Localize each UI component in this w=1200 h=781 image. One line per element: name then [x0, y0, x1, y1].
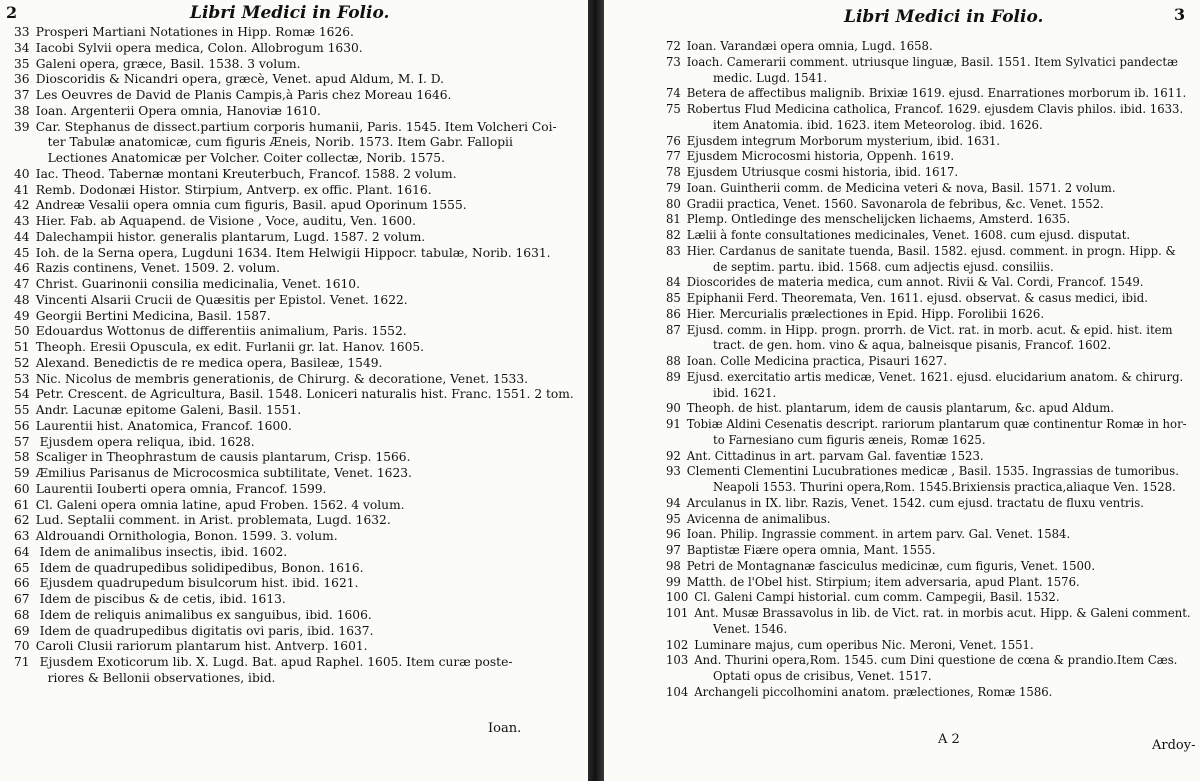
catalog-entry	[14, 418, 574, 434]
entry-text: Baptistæ Fiære opera omnia, Mant. 1555.	[686, 542, 936, 557]
entry-number: 89	[666, 368, 681, 384]
entry-text: Æmilius Parisanus de Microcosmica subtilitate, Venet. 1623.	[35, 465, 412, 480]
catalog-entry	[14, 197, 574, 213]
entry-number: 64	[14, 543, 30, 559]
entry-text: Matth. de l'Obel hist. Stirpium; item adversaria, apud Plant. 1576.	[686, 573, 1080, 589]
entry-text: Ioan. Colle Medicina practica, Pisauri 1627.	[686, 353, 947, 368]
entry-text: Caroli Clusii rariorum plantarum hist. Antverp. 1601.	[35, 638, 368, 654]
entry-number: 82	[666, 227, 681, 242]
catalog-entry-continuation	[666, 70, 1191, 86]
catalog-entry	[14, 575, 574, 591]
entry-number: 86	[666, 305, 681, 321]
catalog-entry	[14, 323, 574, 339]
catalog-entry	[14, 276, 574, 292]
entry-number: 58	[14, 449, 30, 465]
entry-text: Prosperi Martiani Notationes in Hipp. Romæ 1626.	[35, 24, 354, 39]
catalog-entry	[666, 133, 1191, 149]
book-gutter	[588, 0, 604, 781]
catalog-entry	[14, 166, 574, 182]
catchword: Ioan.	[488, 721, 522, 736]
catalog-entry	[14, 40, 574, 56]
catalog-entry	[666, 416, 1191, 432]
catalog-entry	[666, 574, 1191, 590]
entry-text: Ejusdem Microcosmi historia, Oppenh. 1619.	[686, 148, 955, 164]
entry-number: 51	[14, 339, 30, 354]
entry-text: Clementi Clementini Lucubrationes medicæ , Basil. 1535. Ingrassias de tumoribus.	[686, 463, 1179, 479]
catalog-entry-continuation	[666, 385, 1191, 401]
entry-text: Razis continens, Venet. 1509. 2. volum.	[35, 260, 280, 276]
entry-text: Georgii Bertini Medicina, Basil. 1587.	[35, 307, 271, 323]
entry-text: Lælii à fonte consultationes medicinales, Venet. 1608. cum ejusd. disputat.	[686, 227, 1131, 242]
entry-number: 60	[14, 480, 30, 496]
catalog-entry-continuation	[666, 668, 1191, 684]
entry-text: tract. de gen. hom. vino & aqua, balneisque pisanis, Francof. 1602.	[713, 337, 1112, 353]
entry-number: 75	[666, 101, 681, 116]
catalog-entry	[14, 449, 574, 465]
catalog-entry	[14, 56, 574, 72]
entry-number: 93	[666, 463, 681, 479]
entry-text: Idem de quadrupedibus digitatis ovi paris, ibid. 1637.	[35, 622, 374, 638]
entry-text: And. Thurini opera,Rom. 1545. cum Dini questione de cœna & prandio.Item Cæs.	[694, 652, 1178, 668]
entry-text: Ejusd. exercitatio artis medicæ, Venet. 1621. ejusd. elucidarium anatom. & chirurg.	[686, 368, 1184, 384]
catalog-entry	[666, 101, 1191, 117]
entry-text: Archangeli piccolhomini anatom. prælectiones, Romæ 1586.	[694, 683, 1053, 699]
catalog-entry	[666, 526, 1191, 542]
catalog-entry	[666, 495, 1191, 511]
entry-number: 79	[666, 179, 681, 195]
catalog-entry	[14, 402, 574, 418]
catalog-entry	[14, 434, 574, 450]
entry-number: 90	[666, 400, 681, 416]
entry-text: Cl. Galeni opera omnia latine, apud Froben. 1562. 4 volum.	[35, 496, 405, 512]
catalog-entry	[14, 591, 574, 607]
entry-text: Hier. Mercurialis prælectiones in Epid. Hipp. Forolibii 1626.	[686, 305, 1045, 321]
entry-text: Cl. Galeni Campi historial. cum comm. Campegii, Basil. 1532.	[694, 589, 1060, 605]
entry-number: 84	[666, 274, 681, 290]
entry-text: Hier. Fab. ab Aquapend. de Visione , Voce, auditu, Ven. 1600.	[35, 213, 416, 228]
catalog-entry	[666, 38, 1191, 54]
entry-list	[14, 24, 581, 686]
catalog-entry	[666, 290, 1191, 306]
entry-number: 70	[14, 638, 30, 654]
entry-number: 50	[14, 323, 30, 339]
entry-text: ibid. 1621.	[713, 384, 777, 400]
entry-number: 43	[14, 213, 30, 228]
entry-text: Ioan. Argenterii Opera omnia, Hanoviæ 1610.	[35, 102, 321, 118]
right-page	[604, 0, 1200, 781]
entry-number: 87	[666, 321, 681, 337]
catalog-entry	[14, 182, 574, 198]
entry-text: Optati opus de crisibus, Venet. 1517.	[713, 668, 932, 683]
entry-number: 72	[666, 38, 681, 53]
entry-text: Ioan. Varandæi opera omnia, Lugd. 1658.	[686, 38, 933, 53]
entry-number: 59	[14, 465, 30, 480]
catalog-entry	[14, 71, 574, 87]
entry-list	[666, 38, 1200, 700]
entry-number: 80	[666, 195, 681, 211]
catalog-entry	[666, 684, 1191, 700]
entry-number: 35	[14, 55, 30, 71]
catalog-entry	[666, 369, 1191, 385]
entry-number: 99	[666, 573, 681, 589]
entry-number: 62	[14, 512, 30, 528]
catalog-entry-continuation	[666, 479, 1191, 495]
entry-number: 77	[666, 148, 681, 164]
entry-text: medic. Lugd. 1541.	[713, 69, 828, 85]
entry-number: 69	[14, 622, 30, 638]
catalog-entry	[14, 229, 574, 245]
entry-text: Neapoli 1553. Thurini opera,Rom. 1545.Brixiensis practica,aliaque Ven. 1528.	[713, 479, 1176, 494]
catalog-entry	[14, 481, 574, 497]
catalog-entry	[666, 54, 1191, 70]
catalog-entry	[666, 511, 1191, 527]
entry-text: Theoph. Eresii Opuscula, ex edit. Furlanii gr. lat. Hanov. 1605.	[35, 339, 425, 354]
entry-number: 91	[666, 416, 681, 431]
entry-text: Scaliger in Theophrastum de causis plantarum, Crisp. 1566.	[35, 449, 411, 465]
entry-text: Luminare majus, cum operibus Nic. Meroni, Venet. 1551.	[694, 636, 1034, 652]
entry-text: Idem de piscibus & de cetis, ibid. 1613.	[35, 591, 286, 606]
catalog-entry	[14, 355, 574, 371]
entry-number: 83	[666, 242, 681, 258]
entry-number: 95	[666, 510, 681, 526]
catalog-entry	[666, 652, 1191, 668]
catalog-entry-continuation	[666, 259, 1191, 275]
entry-number: 34	[14, 39, 30, 55]
signature-mark: A 2	[938, 732, 960, 747]
catalog-entry	[14, 339, 574, 355]
catalog-entry	[14, 544, 574, 560]
entry-number: 38	[14, 102, 30, 118]
running-header: Libri Medici in Folio.	[190, 3, 390, 23]
entry-number: 100	[666, 589, 689, 605]
catalog-entry	[14, 528, 574, 544]
entry-number: 101	[666, 605, 689, 620]
catalog-entry	[14, 607, 574, 623]
entry-text: Iac. Theod. Tabernæ montani Kreuterbuch, Francof. 1588. 2 volum.	[35, 165, 457, 181]
entry-number: 56	[14, 417, 30, 433]
entry-number: 44	[14, 228, 30, 244]
entry-number: 61	[14, 496, 30, 512]
catalog-entry	[14, 638, 574, 654]
entry-text: Ioan. Guintherii comm. de Medicina veteri & nova, Basil. 1571. 2 volum.	[686, 179, 1116, 195]
entry-number: 33	[14, 24, 30, 39]
entry-text: Betera de affectibus malignib. Brixiæ 1619. ejusd. Enarrationes morborum ib. 1611.	[686, 85, 1187, 101]
entry-number: 49	[14, 307, 30, 323]
entry-number: 71	[14, 654, 30, 669]
entry-number: 42	[14, 197, 30, 213]
catalog-entry	[14, 512, 574, 528]
catalog-entry	[14, 560, 574, 576]
entry-text: Laurentii hist. Anatomica, Francof. 1600.	[35, 417, 292, 433]
entry-text: Venet. 1546.	[713, 620, 788, 636]
entry-text: Remb. Dodonæi Histor. Stirpium, Antverp. ex offic. Plant. 1616.	[35, 181, 432, 197]
entry-number: 68	[14, 606, 30, 622]
entry-number: 81	[666, 211, 681, 227]
catalog-entry	[666, 542, 1191, 558]
entry-number: 73	[666, 53, 681, 69]
catalog-entry	[666, 180, 1191, 196]
catalog-entry	[14, 103, 574, 119]
catalog-entry	[14, 465, 574, 481]
entry-text: Ioach. Camerarii comment. utriusque linguæ, Basil. 1551. Item Sylvatici pandectæ	[686, 53, 1178, 69]
catalog-entry	[14, 654, 574, 670]
entry-text: Aldrouandi Ornithologia, Bonon. 1599. 3. volum.	[35, 528, 338, 543]
catalog-entry	[666, 463, 1191, 479]
entry-text: Idem de animalibus insectis, ibid. 1602.	[35, 543, 288, 559]
catalog-entry	[14, 308, 574, 324]
catalog-entry	[666, 227, 1191, 243]
entry-number: 74	[666, 85, 681, 101]
entry-number: 53	[14, 370, 30, 386]
entry-text: Lud. Septalii comment. in Arist. problemata, Lugd. 1632.	[35, 512, 391, 528]
entry-text: Ejusdem quadrupedum bisulcorum hist. ibid. 1621.	[35, 575, 359, 591]
entry-text: Edouardus Wottonus de differentiis animalium, Paris. 1552.	[35, 323, 407, 339]
entry-text: Ejusdem Utriusque cosmi historia, ibid. 1617.	[686, 164, 959, 179]
entry-text: Dioscoridis & Nicandri opera, græcè, Venet. apud Aldum, M. I. D.	[35, 71, 445, 87]
catalog-entry	[666, 448, 1191, 464]
catalog-entry	[666, 322, 1191, 338]
entry-number: 65	[14, 559, 30, 575]
entry-number: 76	[666, 132, 681, 148]
catalog-entry	[666, 274, 1191, 290]
catalog-entry	[14, 623, 574, 639]
catalog-entry	[666, 85, 1191, 101]
entry-text: Hier. Cardanus de sanitate tuenda, Basil. 1582. ejusd. comment. in progn. Hipp. &	[686, 242, 1176, 258]
catalog-entry	[14, 497, 574, 513]
entry-number: 66	[14, 575, 30, 591]
entry-number: 98	[666, 557, 681, 573]
entry-number: 63	[14, 528, 30, 543]
entry-number: 104	[666, 683, 689, 699]
entry-number: 45	[14, 244, 30, 260]
entry-text: Galeni opera, græce, Basil. 1538. 3 volum.	[35, 55, 301, 71]
entry-text: Idem de reliquis animalibus ex sanguibus, ibid. 1606.	[35, 606, 372, 622]
entry-number: 54	[14, 386, 30, 402]
entry-text: Ioh. de la Serna opera, Lugduni 1634. Item Helwigii Hippocr. tabulæ, Norib. 1631.	[35, 244, 551, 260]
entry-number: 52	[14, 354, 30, 370]
catalog-entry	[14, 24, 574, 40]
running-header: Libri Medici in Folio.	[844, 7, 1044, 27]
entry-text: Petr. Crescent. de Agricultura, Basil. 1548. Loniceri naturalis hist. Franc. 1551. 2 tom.	[35, 386, 574, 402]
catchword: Ardoy-	[1152, 738, 1196, 753]
entry-text: Epiphanii Ferd. Theoremata, Ven. 1611. ejusd. observat. & casus medici, ibid.	[686, 290, 1148, 305]
catalog-entry	[666, 164, 1191, 180]
entry-text: Ejusdem opera reliqua, ibid. 1628.	[35, 433, 255, 449]
catalog-entry-continuation	[14, 134, 574, 150]
entry-number: 40	[14, 165, 30, 181]
catalog-entry	[14, 292, 574, 308]
entry-number: 88	[666, 353, 681, 368]
entry-number: 103	[666, 652, 689, 668]
entry-text: Ejusdem Exoticorum lib. X. Lugd. Bat. apud Raphel. 1605. Item curæ poste-	[35, 654, 513, 669]
entry-number: 102	[666, 636, 689, 652]
catalog-entry	[14, 213, 574, 229]
page-number: 2	[6, 3, 18, 22]
catalog-entry-continuation	[14, 150, 574, 166]
catalog-entry	[666, 589, 1191, 605]
entry-text: Gradii practica, Venet. 1560. Savonarola de febribus, &c. Venet. 1552.	[686, 195, 1104, 211]
catalog-entry-continuation	[666, 621, 1191, 637]
entry-number: 48	[14, 291, 30, 307]
entry-text: Alexand. Benedictis de re medica opera, Basileæ, 1549.	[35, 354, 383, 370]
entry-text: Andreæ Vesalii opera omnia cum figuris, Basil. apud Oporinum 1555.	[35, 197, 467, 213]
entry-text: Vincenti Alsarii Crucii de Quæsitis per Epistol. Venet. 1622.	[35, 291, 408, 307]
entry-text: Plemp. Ontledinge des menschelijcken lichaems, Amsterd. 1635.	[686, 211, 1071, 227]
left-page	[0, 0, 588, 781]
catalog-entry	[666, 243, 1191, 259]
catalog-entry-continuation	[14, 670, 574, 686]
entry-text: Car. Stephanus de dissect.partium corporis humanii, Paris. 1545. Item Volcheri Coi-	[35, 118, 557, 134]
entry-text: Tobiæ Aldini Cesenatis descript. rariorum plantarum quæ continentur Romæ in hor-	[686, 416, 1187, 431]
catalog-entry	[14, 371, 574, 387]
entry-text: Les Oeuvres de David de Planis Campis,à Paris chez Moreau 1646.	[35, 87, 452, 102]
entry-number: 85	[666, 290, 681, 305]
catalog-entry	[666, 306, 1191, 322]
catalog-entry-continuation	[666, 117, 1191, 133]
catalog-entry	[666, 211, 1191, 227]
catalog-entry-continuation	[666, 337, 1191, 353]
entry-text: Avicenna de animalibus.	[686, 510, 831, 526]
entry-text: Andr. Lacunæ epitome Galeni, Basil. 1551.	[35, 402, 302, 417]
entry-text: Ant. Cittadinus in art. parvam Gal. faventiæ 1523.	[686, 447, 984, 463]
entry-text: Ant. Musæ Brassavolus in lib. de Vict. rat. in morbis acut. Hipp. & Galeni comment.	[694, 605, 1191, 620]
entry-text: Dalechampii histor. generalis plantarum, Lugd. 1587. 2 volum.	[35, 228, 426, 244]
entry-number: 92	[666, 447, 681, 463]
entry-number: 78	[666, 164, 681, 179]
entry-number: 37	[14, 87, 30, 102]
entry-text: Ioan. Philip. Ingrassie comment. in artem parv. Gal. Venet. 1584.	[686, 526, 1071, 542]
catalog-entry	[14, 260, 574, 276]
entry-text: Nic. Nicolus de membris generationis, de Chirurg. & decoratione, Venet. 1533.	[35, 370, 529, 386]
entry-text: Christ. Guarinonii consilia medicinalia, Venet. 1610.	[35, 276, 360, 291]
page-number: 3	[1174, 5, 1186, 24]
entry-text: riores & Bellonii observationes, ibid.	[47, 669, 276, 685]
entry-text: Arculanus in IX. libr. Razis, Venet. 1542. cum ejusd. tractatu de fluxu ventris.	[686, 494, 1144, 510]
entry-text: item Anatomia. ibid. 1623. item Meteorolog. ibid. 1626.	[713, 116, 1043, 132]
entry-number: 94	[666, 494, 681, 510]
entry-number: 47	[14, 276, 30, 291]
entry-text: ter Tabulæ anatomicæ, cum figuris Æneis, Norib. 1573. Item Gabr. Fallopii	[47, 134, 513, 150]
entry-text: Idem de quadrupedibus solidipedibus, Bonon. 1616.	[35, 559, 364, 575]
catalog-entry	[666, 400, 1191, 416]
entry-number: 67	[14, 591, 30, 606]
catalog-entry	[14, 386, 574, 402]
catalog-entry	[666, 353, 1191, 369]
catalog-entry	[14, 87, 574, 103]
catalog-entry	[666, 605, 1191, 621]
entry-text: Theoph. de hist. plantarum, idem de causis plantarum, &c. apud Aldum.	[686, 400, 1114, 416]
entry-text: Laurentii Iouberti opera omnia, Francof. 1599.	[35, 480, 327, 496]
entry-number: 36	[14, 71, 30, 87]
entry-number: 41	[14, 181, 30, 197]
entry-number: 39	[14, 118, 30, 134]
catalog-entry	[14, 245, 574, 261]
catalog-entry	[666, 637, 1191, 653]
entry-number: 97	[666, 542, 681, 557]
entry-text: Lectiones Anatomicæ per Volcher. Coiter collectæ, Norib. 1575.	[47, 150, 445, 165]
entry-text: Robertus Flud Medicina catholica, Francof. 1629. ejusdem Clavis philos. ibid. 1633.	[686, 101, 1184, 116]
entry-text: Iacobi Sylvii opera medica, Colon. Allobrogum 1630.	[35, 39, 363, 55]
entry-text: Ejusdem integrum Morborum mysterium, ibid. 1631.	[686, 132, 1001, 148]
entry-number: 55	[14, 402, 30, 417]
catalog-entry	[666, 196, 1191, 212]
entry-text: to Farnesiano cum figuris æneis, Romæ 1625.	[713, 431, 986, 447]
entry-text: Ejusd. comm. in Hipp. progn. prorrh. de Vict. rat. in morb. acut. & epid. hist. item	[686, 321, 1173, 337]
entry-number: 96	[666, 526, 681, 542]
entry-text: de septim. partu. ibid. 1568. cum adjectis ejusd. consiliis.	[713, 258, 1054, 274]
entry-number: 57	[14, 433, 30, 449]
entry-text: Petri de Montagnanæ fasciculus medicinæ, cum figuris, Venet. 1500.	[686, 557, 1096, 573]
catalog-entry	[666, 148, 1191, 164]
catalog-entry	[666, 558, 1191, 574]
entry-text: Dioscorides de materia medica, cum annot. Rivii & Val. Cordi, Francof. 1549.	[686, 274, 1144, 290]
catalog-entry-continuation	[666, 432, 1191, 448]
catalog-entry	[14, 119, 574, 135]
entry-number: 46	[14, 260, 30, 276]
